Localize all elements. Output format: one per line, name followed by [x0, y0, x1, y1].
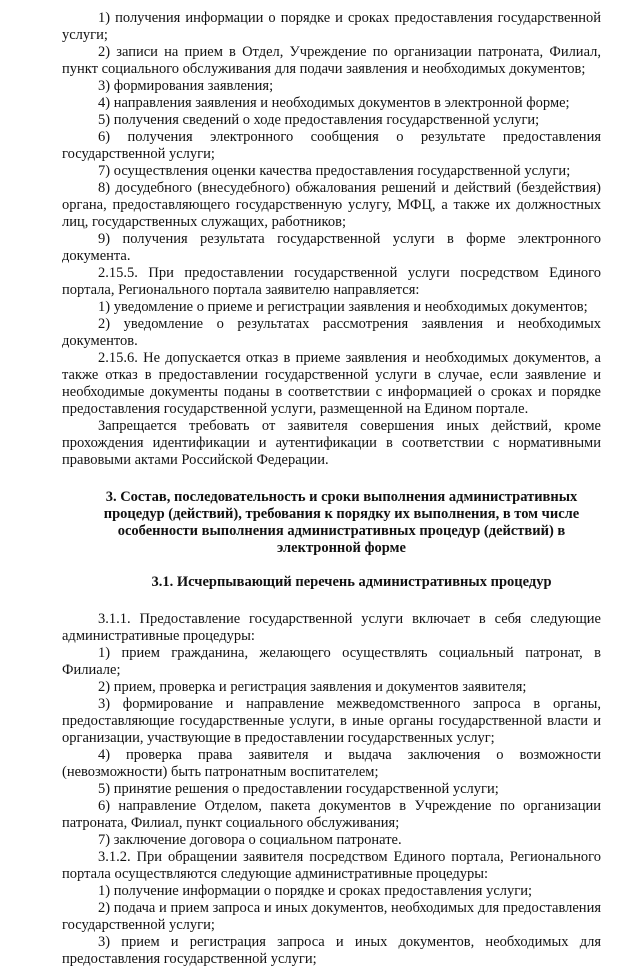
list-item: 3) формирования заявления;	[98, 78, 274, 94]
clause-paragraph: Запрещается требовать от заявителя совершения иных действий, кроме прохождения идентификации и аутентификации в соответствии с нормативными правовыми актами Российской Федерации.	[62, 418, 601, 468]
list-item: 3) прием и регистрация запроса и иных документов, необходимых для предоставления государственной услуги;	[62, 934, 601, 967]
list-item: 1) получения информации о порядке и сроках предоставления государственной услуги;	[62, 10, 601, 43]
list-item: 2) записи на прием в Отдел, Учреждение по организации патроната, Филиал, пункт социального обслуживания для подачи заявления и необходимых документов;	[62, 44, 601, 77]
list-item: 2) прием, проверка и регистрация заявления и документов заявителя;	[98, 679, 527, 695]
subsection-heading: 3.1. Исчерпывающий перечень административных процедур	[151, 574, 552, 590]
list-item: 5) получения сведений о ходе предоставления государственной услуги;	[98, 112, 540, 128]
list-item: 1) прием гражданина, желающего осуществлять социальный патронат, в Филиале;	[62, 645, 601, 678]
clause-paragraph: 3.1.1. Предоставление государственной услуги включает в себя следующие административные процедуры:	[62, 611, 601, 644]
list-item: 7) заключение договора о социальном патронате.	[98, 832, 402, 848]
list-item: 1) уведомление о приеме и регистрации заявления и необходимых документов;	[98, 299, 588, 315]
clause-paragraph: 2.15.5. При предоставлении государственной услуги посредством Единого портала, Регионального портала заявителю направляется:	[62, 265, 601, 298]
list-item: 2) уведомление о результатах рассмотрения заявления и необходимых документов.	[62, 316, 601, 349]
list-item: 8) досудебного (внесудебного) обжалования решений и действий (бездействия) органа, предоставляющего государственную услугу, МФЦ, а также их должностных лиц, государственных служащих, работников;	[62, 180, 601, 230]
list-item: 5) принятие решения о предоставлении государственной услуги;	[98, 781, 499, 797]
list-item: 2) подача и прием запроса и иных документов, необходимых для предоставления государственной услуги;	[62, 900, 601, 933]
list-item: 4) направления заявления и необходимых документов в электронной форме;	[98, 95, 570, 111]
list-item: 3) формирование и направление межведомственного запроса в органы, предоставляющие государственные услуги, в иные органы государственной власти и организации, участвующие в предоставлении государственных услуг;	[62, 696, 601, 746]
clause-paragraph: 3.1.2. При обращении заявителя посредством Единого портала, Регионального портала осуществляются следующие административные процедуры:	[62, 849, 601, 882]
list-item: 6) направление Отделом, пакета документов в Учреждение по организации патроната, Филиал, пункт социального обслуживания;	[62, 798, 601, 831]
list-item: 6) получения электронного сообщения о результате предоставления государственной услуги;	[62, 129, 601, 162]
clause-paragraph: 2.15.6. Не допускается отказ в приеме заявления и необходимых документов, а также отказ в предоставлении государственной услуги в случае, если заявление и необходимые документы поданы в соответствии с информацией о сроках и порядке предоставления государственной услуги, размещенной на Едином портале.	[62, 350, 601, 417]
list-item: 1) получение информации о порядке и сроках предоставления услуги;	[98, 883, 532, 899]
list-item: 7) осуществления оценки качества предоставления государственной услуги;	[98, 163, 571, 179]
list-item: 4) проверка права заявителя и выдача заключения о возможности (невозможности) быть патронатным воспитателем;	[62, 747, 601, 780]
list-item: 9) получения результата государственной услуги в форме электронного документа.	[62, 231, 601, 264]
section-heading: 3. Состав, последовательность и сроки выполнения административных процедур (действий), требования к порядку их выполнения, в том числе особенности выполнения административных процедур (действий) в электронной форме	[103, 489, 580, 556]
document-page	[62, 10, 601, 968]
